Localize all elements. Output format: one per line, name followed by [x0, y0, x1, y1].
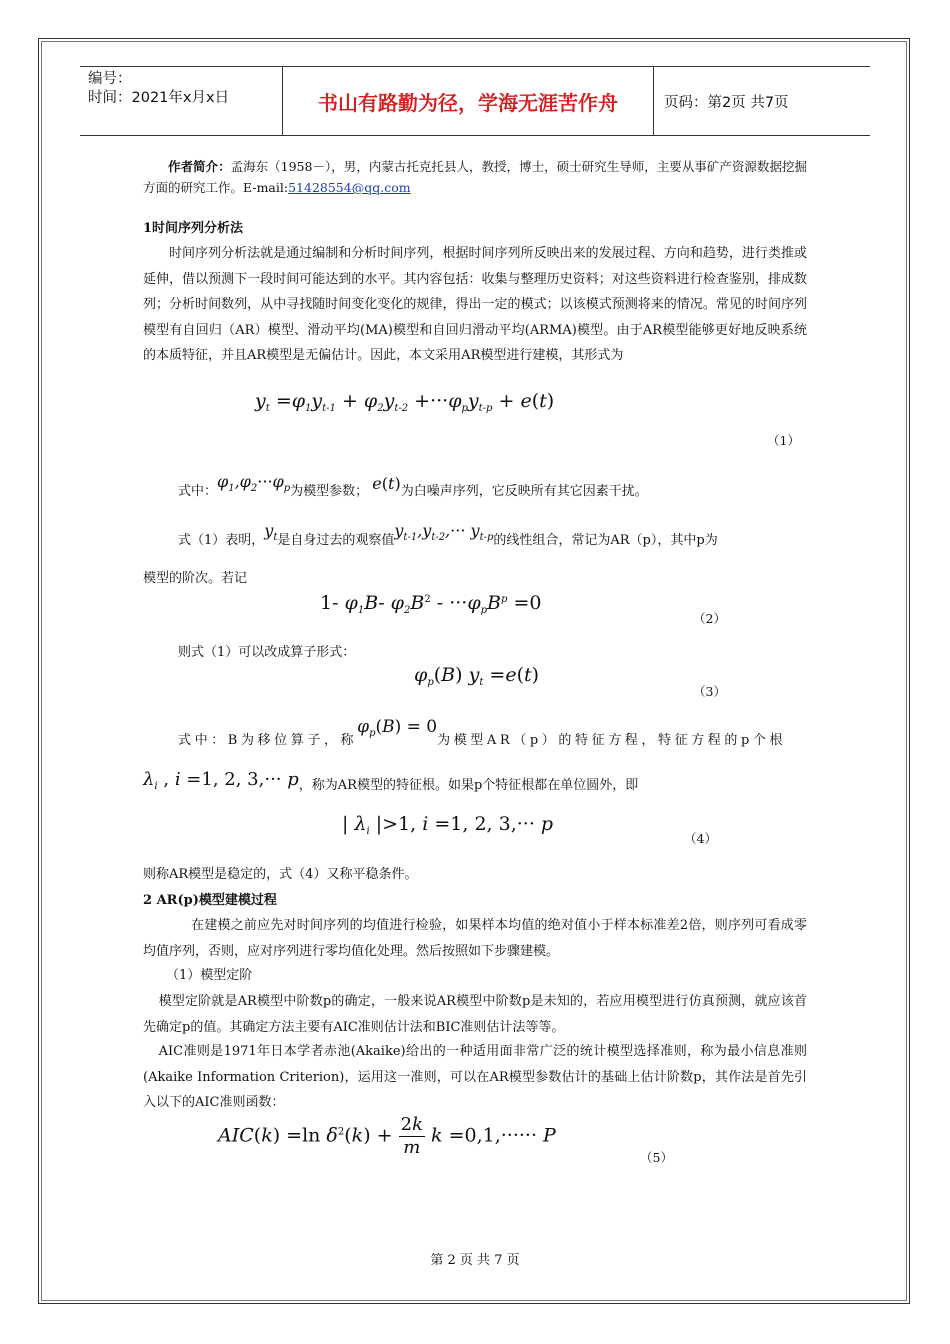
section2-paragraph-1: 在建模之前应先对时间序列的均值进行检验，如果样本均值的绝对值小于样本标准差2倍，则序列可看成零均值序列，否则，应对序列进行零均值化处理。然后按照如下步骤建模。 [143, 918, 807, 959]
roots-line: $\lambda_i$ , i =1, 2, 3,··· p，称为AR模型的特征根。如果p个特征根都在单位圆外，即 [143, 769, 639, 793]
equation-5-number: （5） [640, 1150, 673, 1165]
equation-3: $\varphi_p(B)$ $y_t =e(t)$ [414, 664, 540, 688]
page-footer: 第 2 页 共 7 页 [430, 1253, 520, 1268]
order-text: 模型的阶次。若记 [143, 571, 248, 586]
author-text: 孟海东（1958－），男，内蒙古托克托县人，教授，博士，硕士研究生导师，主要从事矿产资源数据挖掘方面的研究工作。E-mail: [143, 159, 807, 195]
stable-text: 则称AR模型是稳定的，式（4）又称平稳条件。 [143, 867, 418, 882]
where-line: 式中：$\varphi_1,\varphi_2\cdot\cdot\cdot\varphi_p$为模型参数； e(t)为白噪声序列，它反映所有其它因素干扰。 [178, 472, 648, 499]
section1-paragraph: 时间序列分析法就是通过编制和分析时间序列，根据时间序列所反映出来的发展过程、方向和趋势，进行类推或延伸，借以预测下一段时间可能达到的水平。其内容包括：收集与整理历史资料；对这些资料进行检查鉴别，排成数列；分析时间数列，从中寻找随时间变化变化的规律，得出一定的模式；以该模式预测将来的情况。常见的时间序列模型有自回归（AR）模型、滑动平均(MA)模型和自回归滑动平均(ARMA)模型。由于AR模型能够更好地反映系统的本质特征，并且AR模型是无偏估计。因此，本文采用AR模型进行建模，其形式为 [143, 246, 807, 363]
section1-title: 1时间序列分析法 [143, 221, 244, 236]
equation-2: 1- $\varphi_1B-$ $\varphi_2B^2 - \cdot\cdot\cdot\varphi_pB^p =0$ [320, 592, 542, 616]
section2-title: 2 AR(p)模型建模过程 [143, 893, 277, 908]
shift-operator-line: 式中：B为移位算子，称$\varphi_p(B) = 0$为模型AR（p）的特征方程，特征方程的p个根 [178, 717, 787, 748]
equation-1: $y_t =\varphi_1y_{t-1} + \varphi_2y_{t-2} +\cdot\cdot\cdot\varphi_py_{t-p} + e(t)$ [255, 390, 555, 414]
time-label: 时间：2021年x月x日 [88, 90, 230, 106]
equation-1-number: （1） [767, 433, 800, 448]
header-motto: 书山有路勤为径，学海无涯苦作舟 [282, 67, 654, 135]
author-label: 作者简介： [168, 159, 231, 174]
section2-paragraph-3: AIC准则是1971年日本学者赤池(Akaike)给出的一种适用面非常广泛的统计模型选择准则，称为最小信息准则(Akaike Information Criterion)，运用这一准则，可以在AR模型参数估计的基础上估计阶数p，其作法是首先引入以下的AIC准则函数： [143, 1044, 807, 1110]
expression-line: 式（1）表明，$y_t$是自身过去的观察值$y_{t-1},y_{t-2},\cdot\cdot\cdot y_{t-p}$的线性组合，常记为AR（p），其中p为 [178, 521, 718, 548]
header-table [80, 66, 870, 136]
equation-4: | $\lambda_i$ |>1, i =1, 2, 3,··· p [342, 813, 554, 837]
operator-text: 则式（1）可以改成算子形式： [178, 645, 356, 660]
equation-4-number: （4） [684, 831, 717, 846]
equation-5: AIC(k) =ln $\delta^2(k)$ + $\frac{2k}{m}$ k =0,1,······ P [218, 1114, 556, 1158]
number-label: 编号： [88, 71, 132, 87]
section2-paragraph-2: 模型定阶就是AR模型中阶数p的确定，一般来说AR模型中阶数p是未知的，若应用模型进行仿真预测，就应该首先确定p的值。其确定方法主要有AIC准则估计法和BIC准则估计法等等。 [143, 994, 807, 1035]
header-meta [80, 67, 282, 135]
equation-3-number: （3） [693, 684, 726, 699]
author-email-link[interactable]: 51428554@qq.com [288, 180, 411, 195]
step1-label: （1）模型定阶 [166, 968, 253, 983]
equation-2-number: （2） [693, 611, 726, 626]
author-intro [143, 156, 807, 198]
header-page-label: 页码：第2页 共7页 [664, 94, 789, 111]
